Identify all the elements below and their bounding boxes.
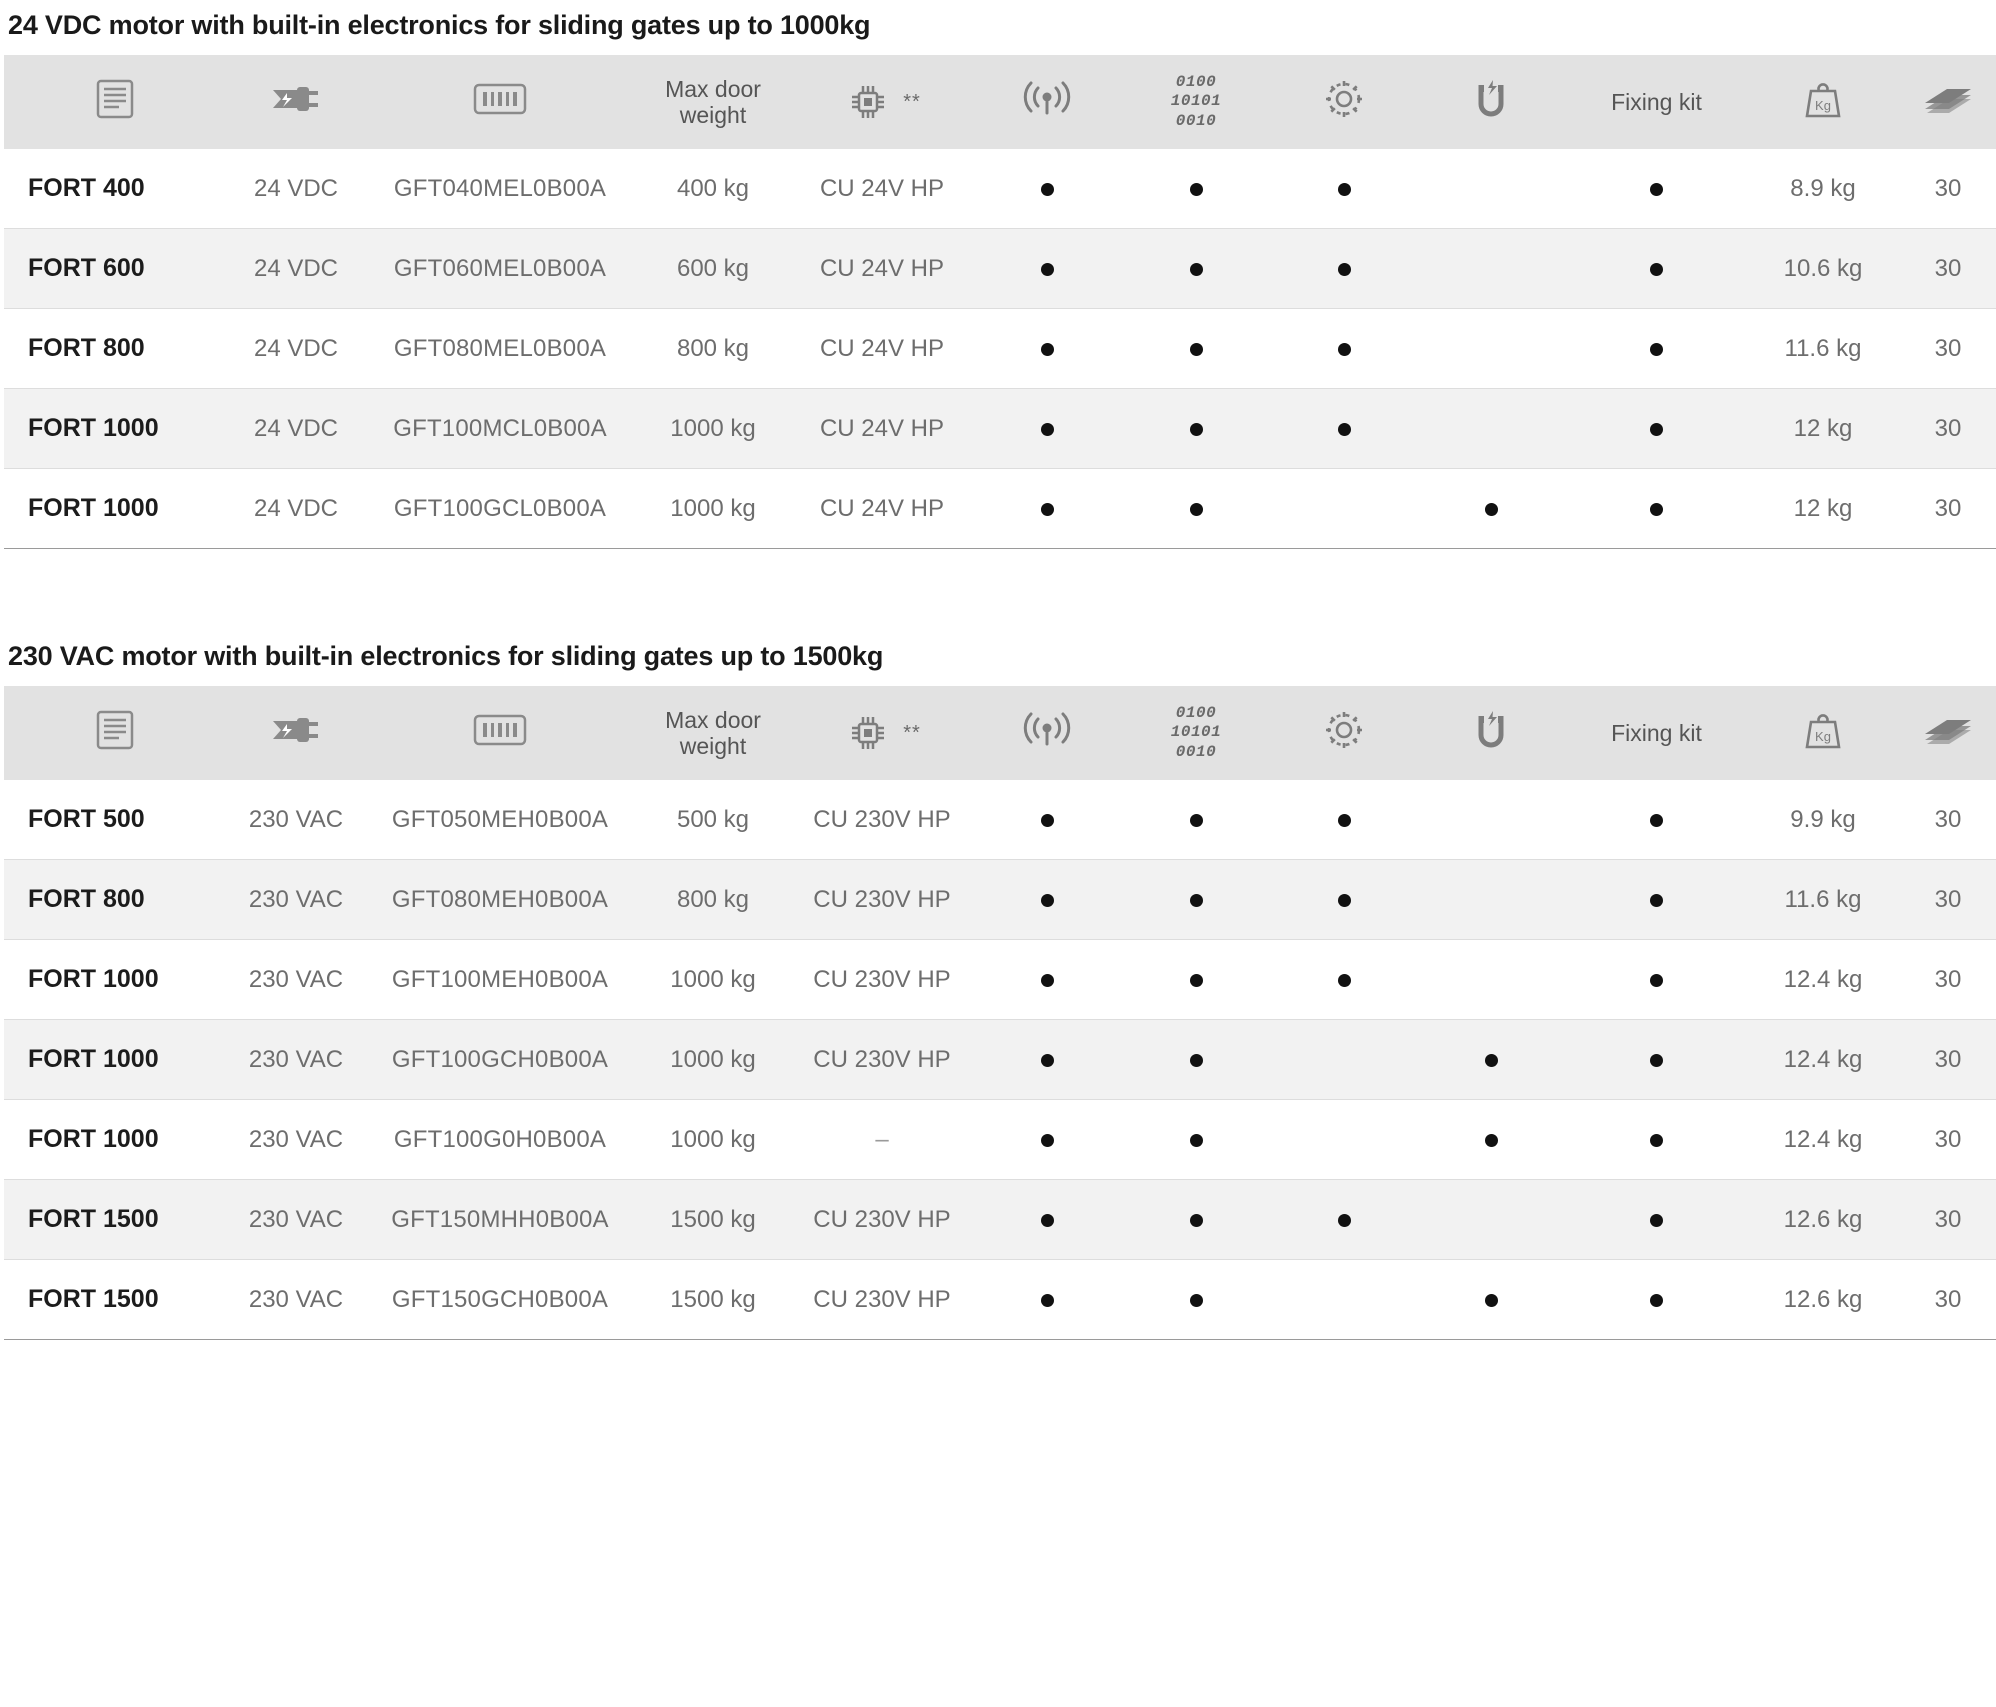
cell-magnet — [1418, 309, 1564, 389]
cell-packaging: 30 — [1897, 1020, 1996, 1100]
cell-magnet — [1418, 229, 1564, 309]
table-body-230vac — [4, 780, 1996, 1340]
feature-dot — [1041, 1214, 1054, 1227]
cell-weight: 9.9 kg — [1749, 780, 1897, 860]
cell-gear — [1270, 1100, 1418, 1180]
table-row — [4, 389, 1996, 469]
cell-encoder — [1122, 309, 1270, 389]
table-row — [4, 229, 1996, 309]
cell-magnet — [1418, 1260, 1564, 1340]
cell-voltage: 230 VAC — [226, 780, 366, 860]
section-title: 24 VDC motor with built-in electronics for sliding gates up to 1000kg — [8, 10, 871, 40]
cell-fixing-kit — [1564, 229, 1749, 309]
feature-dot — [1650, 814, 1663, 827]
gear-icon — [1318, 73, 1370, 125]
cell-code: GFT080MEH0B00A — [366, 860, 634, 940]
cell-packaging: 30 — [1897, 1100, 1996, 1180]
header-label-fixing-kit: Fixing kit — [1611, 88, 1702, 115]
feature-dot — [1650, 1054, 1663, 1067]
feature-dot — [1338, 894, 1351, 907]
header-cell-voltage — [226, 686, 366, 780]
dash-mark: – — [875, 1125, 889, 1153]
cell-encoder — [1122, 940, 1270, 1020]
cell-max-door-weight: 1000 kg — [634, 940, 792, 1020]
cell-fixing-kit — [1564, 1020, 1749, 1100]
cell-magnet — [1418, 860, 1564, 940]
cell-max-door-weight: 600 kg — [634, 229, 792, 309]
cell-gear — [1270, 1180, 1418, 1260]
cell-control-unit: CU 24V HP — [792, 309, 972, 389]
header-label-fixing-kit: Fixing kit — [1611, 719, 1702, 746]
cell-encoder — [1122, 389, 1270, 469]
cell-weight: 12.4 kg — [1749, 1100, 1897, 1180]
cell-code: GFT150MHH0B00A — [366, 1180, 634, 1260]
cell-max-door-weight: 1000 kg — [634, 469, 792, 549]
feature-dot — [1650, 1294, 1663, 1307]
cell-radio — [972, 1180, 1122, 1260]
header-cell-gear — [1270, 55, 1418, 149]
cell-packaging: 30 — [1897, 469, 1996, 549]
cell-code: GFT100MEH0B00A — [366, 940, 634, 1020]
table-row — [4, 780, 1996, 860]
cell-max-door-weight: 1000 kg — [634, 1020, 792, 1100]
table-row — [4, 1020, 1996, 1100]
header-cell-voltage — [226, 55, 366, 149]
header-label-max-door-weight: Max door weight — [665, 75, 761, 128]
cell-encoder — [1122, 149, 1270, 229]
weight-kg-icon — [1797, 705, 1849, 755]
cell-magnet — [1418, 940, 1564, 1020]
feature-dot — [1485, 1294, 1498, 1307]
feature-dot — [1650, 263, 1663, 276]
cell-packaging: 30 — [1897, 780, 1996, 860]
cell-code: GFT080MEL0B00A — [366, 309, 634, 389]
feature-dot — [1190, 894, 1203, 907]
cell-voltage: 24 VDC — [226, 229, 366, 309]
feature-dot — [1041, 1134, 1054, 1147]
cell-fixing-kit — [1564, 1180, 1749, 1260]
cell-radio — [972, 469, 1122, 549]
cell-voltage: 230 VAC — [226, 1020, 366, 1100]
cell-radio — [972, 309, 1122, 389]
binary-line-3: 0010 — [1175, 111, 1217, 130]
radio-antenna-icon — [1019, 75, 1075, 123]
feature-dot — [1338, 183, 1351, 196]
table-row — [4, 1260, 1996, 1340]
header-cell-fixing-kit — [1564, 55, 1749, 149]
cell-model: FORT 400 — [4, 149, 226, 229]
document-lines-icon — [89, 73, 141, 125]
weight-kg-icon — [1797, 74, 1849, 124]
header-cell-max-door-weight — [634, 686, 792, 780]
header-row — [4, 686, 1996, 780]
cell-voltage: 230 VAC — [226, 1260, 366, 1340]
header-cell-magnet — [1418, 686, 1564, 780]
cell-encoder — [1122, 860, 1270, 940]
header-cell-encoder — [1122, 55, 1270, 149]
binary-line-1: 0100 — [1175, 703, 1217, 722]
feature-dot — [1485, 1054, 1498, 1067]
cell-fixing-kit — [1564, 469, 1749, 549]
chip-icon — [843, 708, 893, 758]
cell-fixing-kit — [1564, 309, 1749, 389]
header-cell-gear — [1270, 686, 1418, 780]
cell-magnet — [1418, 1020, 1564, 1100]
feature-dot — [1041, 183, 1054, 196]
feature-dot — [1190, 1054, 1203, 1067]
header-cell-radio — [972, 686, 1122, 780]
cell-control-unit: CU 24V HP — [792, 149, 972, 229]
cell-voltage: 24 VDC — [226, 309, 366, 389]
cell-control-unit: CU 230V HP — [792, 940, 972, 1020]
cell-voltage: 24 VDC — [226, 149, 366, 229]
table-row — [4, 1100, 1996, 1180]
cell-gear — [1270, 1260, 1418, 1340]
section-230vac — [0, 641, 1996, 1340]
cell-packaging: 30 — [1897, 1260, 1996, 1340]
feature-dot — [1041, 423, 1054, 436]
document-lines-icon — [89, 704, 141, 756]
feature-dot — [1041, 263, 1054, 276]
cell-voltage: 24 VDC — [226, 469, 366, 549]
header-cell-fixing-kit — [1564, 686, 1749, 780]
table-header — [4, 686, 1996, 780]
table-row — [4, 149, 1996, 229]
header-cell-encoder — [1122, 686, 1270, 780]
cell-gear — [1270, 940, 1418, 1020]
cell-packaging: 30 — [1897, 149, 1996, 229]
header-cell-code — [366, 686, 634, 780]
cell-control-unit: CU 24V HP — [792, 469, 972, 549]
cell-code: GFT060MEL0B00A — [366, 229, 634, 309]
cell-magnet — [1418, 1100, 1564, 1180]
cell-magnet — [1418, 149, 1564, 229]
table-row — [4, 1180, 1996, 1260]
binary-code-icon — [1171, 73, 1222, 132]
feature-dot — [1190, 974, 1203, 987]
feature-dot — [1041, 814, 1054, 827]
cell-gear — [1270, 309, 1418, 389]
cell-control-unit: CU 24V HP — [792, 389, 972, 469]
pallet-icon — [1917, 77, 1979, 121]
section-24vdc — [0, 10, 1996, 549]
cell-voltage: 230 VAC — [226, 860, 366, 940]
pallet-icon — [1917, 708, 1979, 752]
feature-dot — [1338, 343, 1351, 356]
cell-radio — [972, 940, 1122, 1020]
cell-model: FORT 1500 — [4, 1260, 226, 1340]
cell-model: FORT 1000 — [4, 1100, 226, 1180]
cell-fixing-kit — [1564, 940, 1749, 1020]
binary-code-icon — [1171, 704, 1222, 763]
cell-model: FORT 1500 — [4, 1180, 226, 1260]
feature-dot — [1041, 1294, 1054, 1307]
cell-weight: 12.4 kg — [1749, 1020, 1897, 1100]
radio-antenna-icon — [1019, 706, 1075, 754]
cell-control-unit: CU 230V HP — [792, 860, 972, 940]
header-cell-code — [366, 55, 634, 149]
cell-radio — [972, 860, 1122, 940]
spec-table-24vdc — [4, 55, 1996, 549]
cell-magnet — [1418, 469, 1564, 549]
feature-dot — [1041, 894, 1054, 907]
table-body-24vdc — [4, 149, 1996, 549]
cell-control-unit — [792, 1100, 972, 1180]
cell-encoder — [1122, 1020, 1270, 1100]
cell-encoder — [1122, 469, 1270, 549]
feature-dot — [1190, 423, 1203, 436]
cell-magnet — [1418, 1180, 1564, 1260]
binary-line-2: 10101 — [1170, 92, 1222, 111]
header-label-control-unit-note: ** — [903, 90, 921, 113]
cell-model: FORT 1000 — [4, 1020, 226, 1100]
header-label-control-unit-note: ** — [903, 721, 921, 744]
table-row — [4, 940, 1996, 1020]
cell-model: FORT 800 — [4, 309, 226, 389]
cell-weight: 8.9 kg — [1749, 149, 1897, 229]
cell-max-door-weight: 1000 kg — [634, 1100, 792, 1180]
header-cell-control-unit — [792, 55, 972, 149]
spec-table-230vac — [4, 686, 1996, 1340]
header-cell-weight — [1749, 55, 1897, 149]
cell-radio — [972, 780, 1122, 860]
cell-weight: 10.6 kg — [1749, 229, 1897, 309]
feature-dot — [1041, 503, 1054, 516]
cell-voltage: 24 VDC — [226, 389, 366, 469]
feature-dot — [1190, 183, 1203, 196]
feature-dot — [1190, 1214, 1203, 1227]
feature-dot — [1041, 974, 1054, 987]
cell-code: GFT150GCH0B00A — [366, 1260, 634, 1340]
cell-code: GFT100MCL0B00A — [366, 389, 634, 469]
header-cell-model — [4, 55, 226, 149]
cell-model: FORT 1000 — [4, 389, 226, 469]
cell-encoder — [1122, 1260, 1270, 1340]
cell-weight: 12 kg — [1749, 389, 1897, 469]
header-cell-max-door-weight — [634, 55, 792, 149]
cell-max-door-weight: 500 kg — [634, 780, 792, 860]
cell-control-unit: CU 230V HP — [792, 1180, 972, 1260]
section-title: 230 VAC motor with built-in electronics for sliding gates up to 1500kg — [8, 641, 884, 671]
cell-max-door-weight: 400 kg — [634, 149, 792, 229]
barcode-icon — [469, 707, 531, 753]
binary-line-1: 0100 — [1175, 72, 1217, 91]
cell-weight: 11.6 kg — [1749, 309, 1897, 389]
barcode-icon — [469, 76, 531, 122]
cell-fixing-kit — [1564, 149, 1749, 229]
feature-dot — [1338, 263, 1351, 276]
cell-max-door-weight: 1500 kg — [634, 1260, 792, 1340]
feature-dot — [1041, 343, 1054, 356]
cell-encoder — [1122, 229, 1270, 309]
feature-dot — [1190, 1134, 1203, 1147]
feature-dot — [1190, 814, 1203, 827]
magnet-icon — [1467, 705, 1515, 755]
binary-line-2: 10101 — [1170, 723, 1222, 742]
feature-dot — [1338, 1214, 1351, 1227]
cell-packaging: 30 — [1897, 860, 1996, 940]
cell-radio — [972, 1020, 1122, 1100]
cell-control-unit: CU 230V HP — [792, 1020, 972, 1100]
cell-code: GFT100G0H0B00A — [366, 1100, 634, 1180]
cell-model: FORT 1000 — [4, 940, 226, 1020]
cell-control-unit: CU 230V HP — [792, 780, 972, 860]
cell-packaging: 30 — [1897, 229, 1996, 309]
feature-dot — [1650, 183, 1663, 196]
cell-radio — [972, 229, 1122, 309]
feature-dot — [1338, 974, 1351, 987]
cell-radio — [972, 389, 1122, 469]
cell-gear — [1270, 389, 1418, 469]
cell-max-door-weight: 1500 kg — [634, 1180, 792, 1260]
feature-dot — [1650, 1134, 1663, 1147]
feature-dot — [1041, 1054, 1054, 1067]
feature-dot — [1190, 503, 1203, 516]
cell-model: FORT 800 — [4, 860, 226, 940]
binary-line-3: 0010 — [1175, 742, 1217, 761]
cell-encoder — [1122, 1100, 1270, 1180]
cell-gear — [1270, 229, 1418, 309]
cell-model: FORT 600 — [4, 229, 226, 309]
feature-dot — [1485, 503, 1498, 516]
cell-code: GFT050MEH0B00A — [366, 780, 634, 860]
cell-weight: 11.6 kg — [1749, 860, 1897, 940]
cell-code: GFT100GCL0B00A — [366, 469, 634, 549]
feature-dot — [1338, 814, 1351, 827]
feature-dot — [1190, 1294, 1203, 1307]
header-cell-model — [4, 686, 226, 780]
cell-voltage: 230 VAC — [226, 1180, 366, 1260]
cell-max-door-weight: 800 kg — [634, 860, 792, 940]
header-cell-packaging — [1897, 55, 1996, 149]
svg-text:Kg: Kg — [1815, 98, 1831, 113]
section-spacer — [0, 549, 1996, 641]
table-row — [4, 860, 1996, 940]
cell-weight: 12 kg — [1749, 469, 1897, 549]
cell-code: GFT040MEL0B00A — [366, 149, 634, 229]
cell-fixing-kit — [1564, 1260, 1749, 1340]
header-cell-magnet — [1418, 55, 1564, 149]
table-row — [4, 309, 1996, 389]
cell-model: FORT 1000 — [4, 469, 226, 549]
magnet-icon — [1467, 74, 1515, 124]
header-cell-control-unit — [792, 686, 972, 780]
power-plug-icon — [267, 707, 325, 753]
cell-fixing-kit — [1564, 389, 1749, 469]
cell-weight: 12.4 kg — [1749, 940, 1897, 1020]
cell-gear — [1270, 149, 1418, 229]
header-row — [4, 55, 1996, 149]
table-header — [4, 55, 1996, 149]
cell-packaging: 30 — [1897, 940, 1996, 1020]
chip-icon — [843, 77, 893, 127]
feature-dot — [1485, 1134, 1498, 1147]
header-cell-weight — [1749, 686, 1897, 780]
cell-encoder — [1122, 780, 1270, 860]
cell-fixing-kit — [1564, 860, 1749, 940]
cell-voltage: 230 VAC — [226, 940, 366, 1020]
cell-radio — [972, 149, 1122, 229]
cell-weight: 12.6 kg — [1749, 1260, 1897, 1340]
cell-max-door-weight: 800 kg — [634, 309, 792, 389]
cell-max-door-weight: 1000 kg — [634, 389, 792, 469]
header-label-max-door-weight: Max door weight — [665, 706, 761, 759]
header-cell-packaging — [1897, 686, 1996, 780]
cell-control-unit: CU 230V HP — [792, 1260, 972, 1340]
cell-magnet — [1418, 389, 1564, 469]
gear-icon — [1318, 704, 1370, 756]
feature-dot — [1650, 1214, 1663, 1227]
cell-gear — [1270, 860, 1418, 940]
feature-dot — [1650, 503, 1663, 516]
header-cell-radio — [972, 55, 1122, 149]
cell-radio — [972, 1260, 1122, 1340]
feature-dot — [1650, 974, 1663, 987]
cell-packaging: 30 — [1897, 1180, 1996, 1260]
feature-dot — [1190, 263, 1203, 276]
cell-voltage: 230 VAC — [226, 1100, 366, 1180]
feature-dot — [1190, 343, 1203, 356]
cell-gear — [1270, 469, 1418, 549]
cell-code: GFT100GCH0B00A — [366, 1020, 634, 1100]
cell-model: FORT 500 — [4, 780, 226, 860]
cell-gear — [1270, 1020, 1418, 1100]
cell-control-unit: CU 24V HP — [792, 229, 972, 309]
cell-encoder — [1122, 1180, 1270, 1260]
table-row — [4, 469, 1996, 549]
cell-fixing-kit — [1564, 1100, 1749, 1180]
feature-dot — [1650, 894, 1663, 907]
cell-packaging: 30 — [1897, 309, 1996, 389]
cell-radio — [972, 1100, 1122, 1180]
feature-dot — [1650, 343, 1663, 356]
cell-weight: 12.6 kg — [1749, 1180, 1897, 1260]
svg-text:Kg: Kg — [1815, 729, 1831, 744]
feature-dot — [1338, 423, 1351, 436]
cell-gear — [1270, 780, 1418, 860]
cell-magnet — [1418, 780, 1564, 860]
cell-packaging: 30 — [1897, 389, 1996, 469]
power-plug-icon — [267, 76, 325, 122]
cell-fixing-kit — [1564, 780, 1749, 860]
feature-dot — [1650, 423, 1663, 436]
